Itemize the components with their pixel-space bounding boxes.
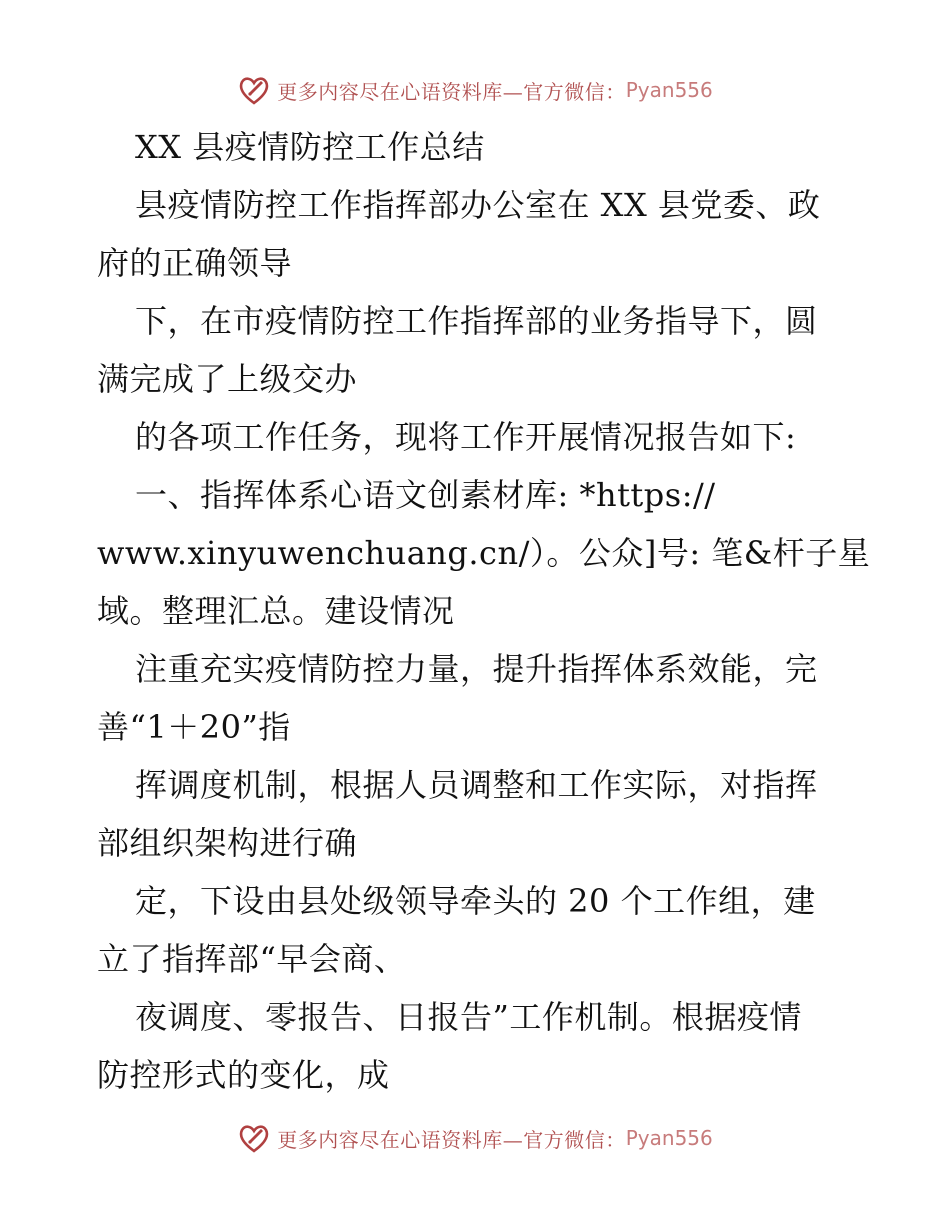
doc-line: 下，在市疫情防控工作指挥部的业务指导下，圆 bbox=[135, 302, 818, 340]
watermark-contact: Pyan556 bbox=[625, 78, 713, 102]
heart-pen-logo-icon bbox=[237, 73, 271, 107]
doc-line: 域。整理汇总。建设情况 bbox=[97, 592, 455, 630]
doc-line: 注重充实疫情防控力量，提升指挥体系效能，完 bbox=[135, 650, 818, 688]
heart-pen-logo-icon bbox=[237, 1121, 271, 1155]
footer-watermark bbox=[0, 1116, 950, 1160]
doc-line: 夜调度、零报告、日报告”工作机制。根据疫情 bbox=[135, 998, 802, 1036]
watermark-text: 更多内容尽在心语资料库—官方微信： bbox=[277, 79, 626, 104]
doc-line: 县疫情防控工作指挥部办公室在 XX 县党委、政 bbox=[135, 186, 821, 224]
header-watermark bbox=[0, 68, 950, 112]
doc-title: XX 县疫情防控工作总结 bbox=[135, 128, 485, 166]
doc-line: 立了指挥部“早会商、 bbox=[97, 940, 407, 978]
doc-line: 满完成了上级交办 bbox=[97, 360, 358, 398]
doc-line: 府的正确领导 bbox=[97, 244, 293, 282]
watermark-text: 更多内容尽在心语资料库—官方微信： bbox=[277, 1127, 626, 1152]
document-body bbox=[97, 118, 871, 1104]
doc-line: 挥调度机制，根据人员调整和工作实际，对指挥 bbox=[135, 766, 818, 804]
doc-line: 一、指挥体系心语文创素材库: *https:// bbox=[135, 476, 716, 514]
doc-line: 善“1＋20”指 bbox=[97, 708, 291, 746]
watermark-contact: Pyan556 bbox=[625, 1126, 713, 1150]
doc-line: 防控形式的变化，成 bbox=[97, 1056, 390, 1094]
doc-line: www.xinyuwenchuang.cn/）。公众]号: 笔&杆子星 bbox=[97, 534, 871, 572]
doc-line: 的各项工作任务，现将工作开展情况报告如下: bbox=[135, 418, 797, 456]
doc-line: 定，下设由县处级领导牵头的 20 个工作组，建 bbox=[135, 882, 816, 920]
doc-line: 部组织架构进行确 bbox=[97, 824, 358, 862]
